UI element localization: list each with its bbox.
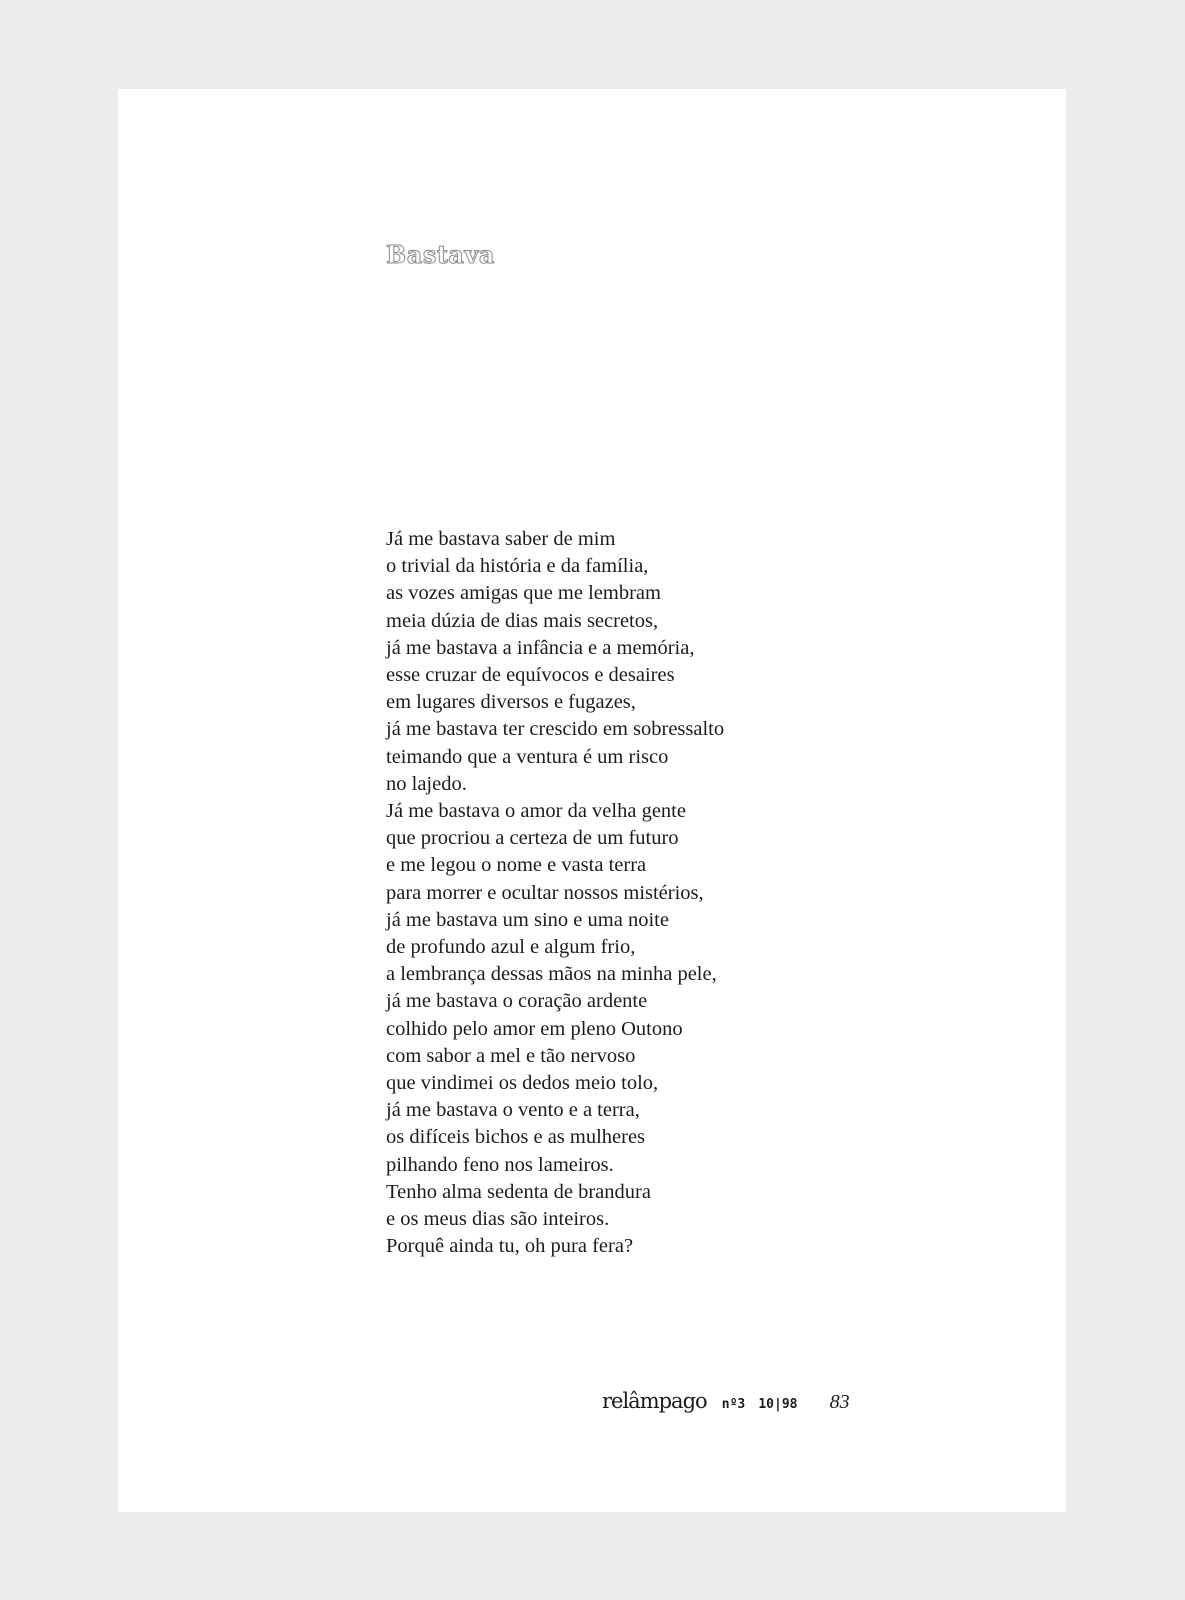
poem-line: as vozes amigas que me lembram	[386, 582, 661, 605]
poem-line: o trivial da história e da família,	[386, 555, 649, 578]
poem-line: já me bastava a infância e a memória,	[386, 636, 695, 659]
poem-line: no lajedo.	[386, 772, 467, 795]
poem-line: em lugares diversos e fugazes,	[386, 691, 636, 714]
poem-line: pilhando feno nos lameiros.	[386, 1153, 614, 1176]
poem-line: Já me bastava saber de mim	[386, 528, 616, 550]
poem-title: Bastava	[386, 240, 495, 269]
poem-line: já me bastava ter crescido em sobressalto	[386, 718, 725, 741]
poem-line: para morrer e ocultar nossos mistérios,	[386, 881, 704, 904]
magazine-name: relâmpago	[602, 1389, 707, 1413]
poem-line: com sabor a mel e tão nervoso	[386, 1044, 636, 1067]
poem-line: que procriou a certeza de um futuro	[386, 827, 679, 850]
issue-date: 10|98	[758, 1397, 798, 1412]
poem-line: já me bastava o coração ardente	[386, 990, 648, 1013]
poem-line: e me legou o nome e vasta terra	[386, 854, 647, 877]
poem-body	[386, 526, 724, 1260]
poem-line: a lembrança dessas mãos na minha pele,	[386, 963, 717, 986]
poem-line: já me bastava um sino e uma noite	[386, 908, 669, 931]
poem-line: que vindimei os dedos meio tolo,	[386, 1072, 659, 1095]
page-number: 83	[829, 1391, 850, 1413]
poem-line: e os meus dias são inteiros.	[386, 1208, 610, 1231]
page-footer	[602, 1389, 850, 1419]
issue-number: nº3	[721, 1397, 746, 1412]
poem-line: Porquê ainda tu, oh pura fera?	[386, 1235, 634, 1258]
poem-line: teimando que a ventura é um risco	[386, 745, 669, 768]
poem-line: de profundo azul e algum frio,	[386, 936, 636, 959]
poem-line: meia dúzia de dias mais secretos,	[386, 609, 659, 632]
poem-line: esse cruzar de equívocos e desaires	[386, 664, 675, 687]
poem-line: os difíceis bichos e as mulheres	[386, 1126, 646, 1149]
poem-line: Tenho alma sedenta de brandura	[386, 1180, 651, 1203]
poem-line: Já me bastava o amor da velha gente	[386, 800, 686, 823]
poem-line: colhido pelo amor em pleno Outono	[386, 1017, 683, 1040]
page-sheet	[118, 89, 1066, 1512]
poem-line: já me bastava o vento e a terra,	[386, 1099, 640, 1122]
